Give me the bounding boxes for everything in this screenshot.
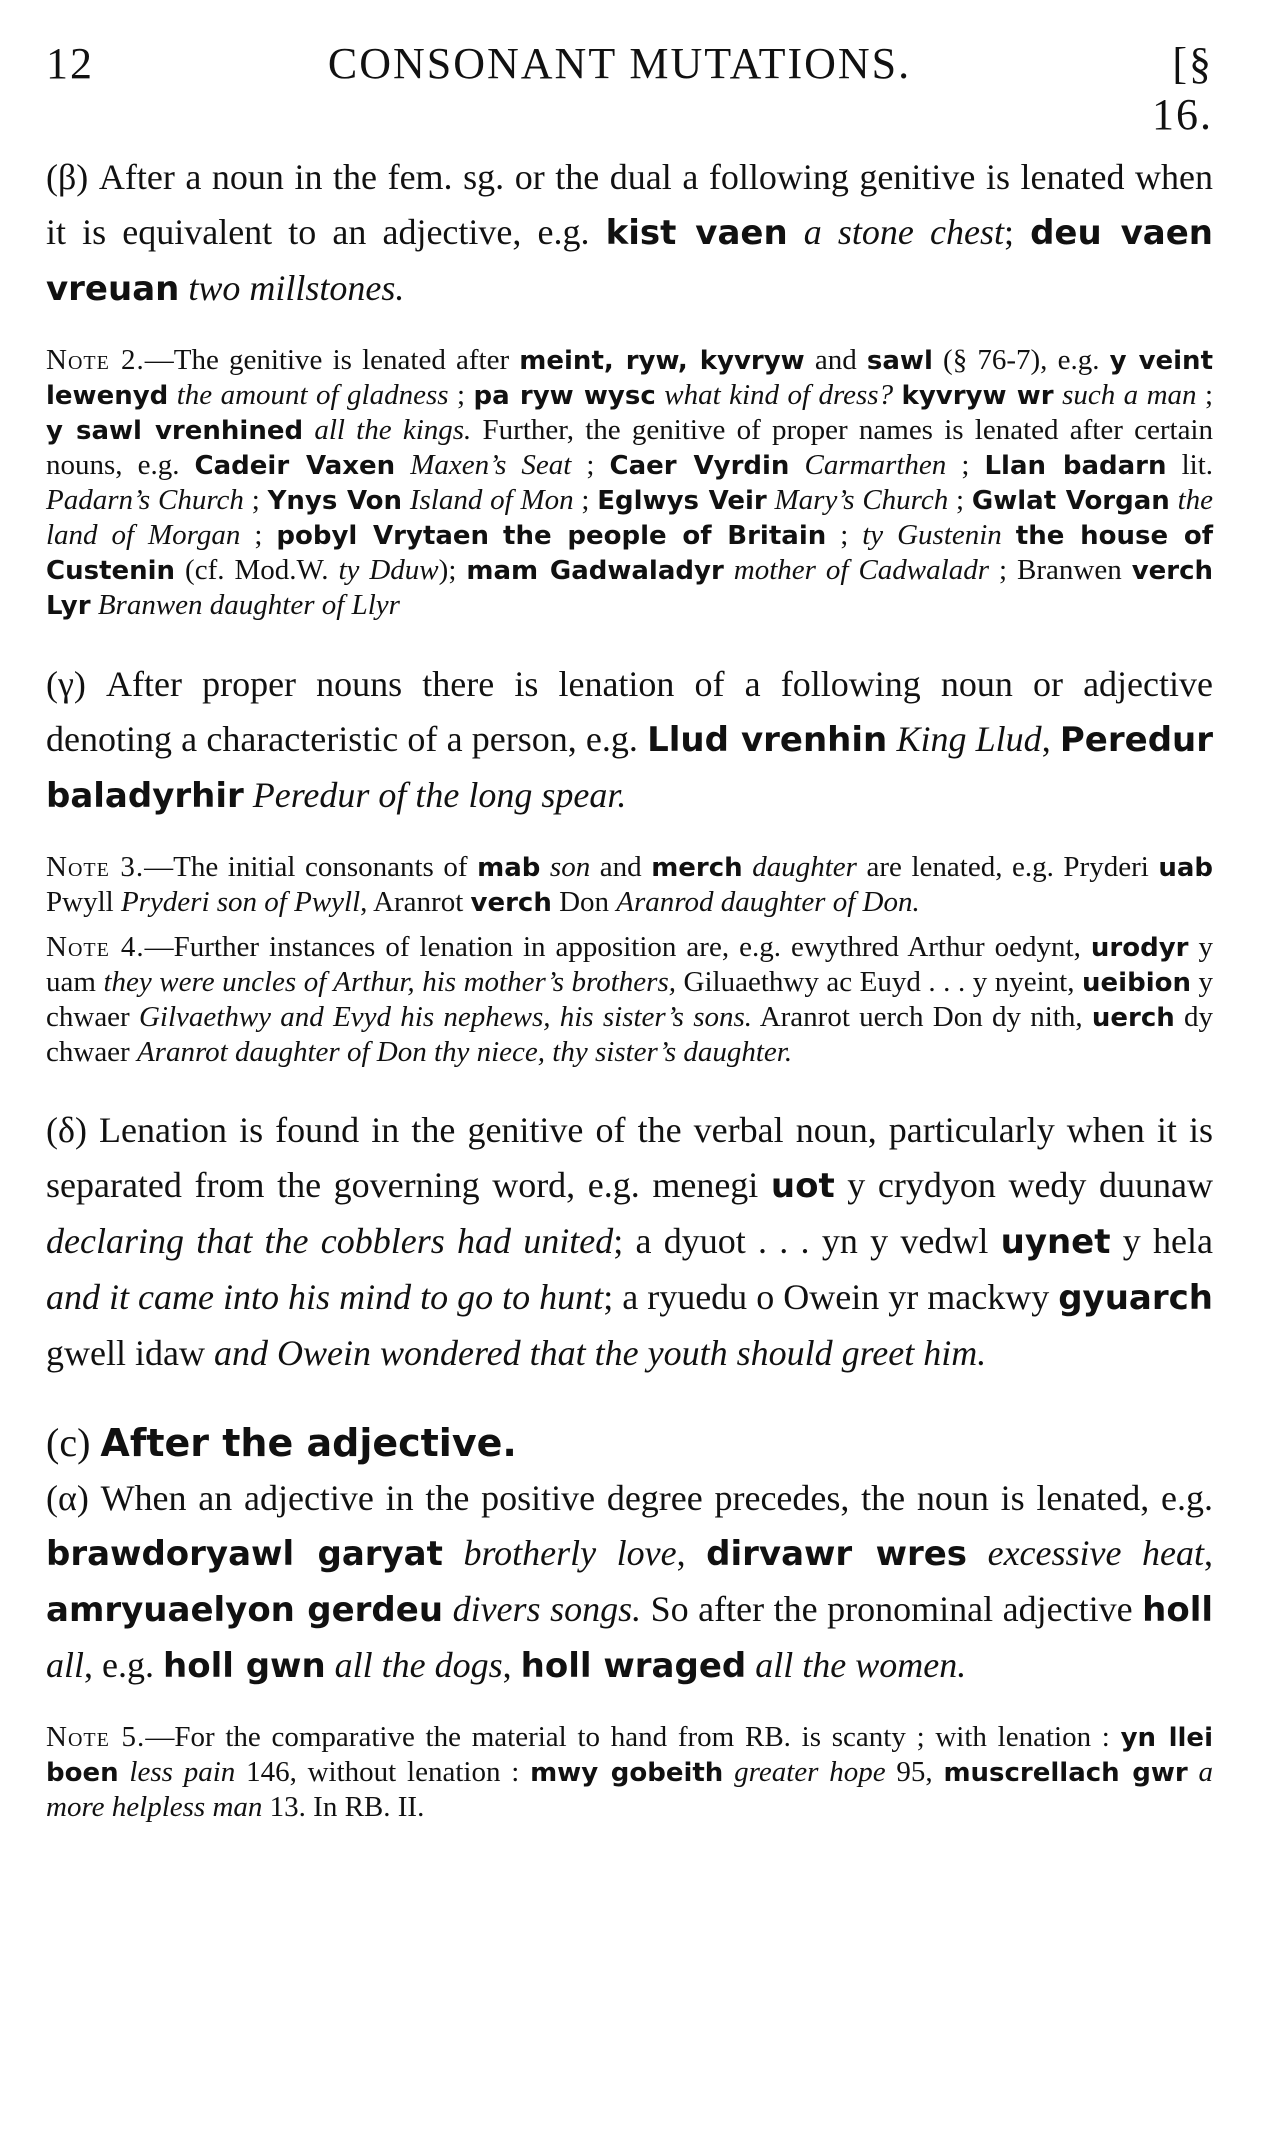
welsh-example: dirvawr wres [706, 1534, 968, 1574]
text [91, 589, 98, 621]
translation: Peredur of the long spear. [252, 775, 627, 815]
welsh-example: uab [1158, 853, 1214, 883]
welsh-example: holl gwn [163, 1646, 326, 1686]
translation: such a man [1062, 379, 1197, 411]
translation: all the dogs [334, 1645, 503, 1685]
translation: greater hope [734, 1756, 886, 1788]
text [443, 1533, 464, 1573]
text: —For the comparative the material to hand from RB. is scanty ; with lenation : [145, 1721, 1121, 1753]
text: , Aranrot [360, 886, 471, 918]
text: , [1204, 1533, 1214, 1573]
text [656, 379, 664, 411]
text [723, 1756, 734, 1788]
translation: all [46, 1645, 85, 1685]
welsh-example: the people of Britain [503, 521, 827, 551]
text: Aranrot uerch Don dy nith, [752, 1001, 1092, 1033]
text: ; [243, 484, 268, 516]
translation: Island of Mon [409, 484, 574, 516]
text: gwell idaw [46, 1333, 214, 1373]
translation: less pain [129, 1756, 236, 1788]
welsh-example: ueibion [1082, 968, 1191, 998]
text: y uam [46, 931, 1213, 998]
text: Further, the genitive of proper names is lenated after certain nouns, e.g. [46, 414, 1213, 481]
translation: what kind of dress? [664, 379, 894, 411]
text: (β) After a noun in the fem. sg. or the dual a following genitive is lenated when it is equivalent to an adjective, e.g. [46, 157, 1213, 252]
text [540, 851, 550, 883]
paragraph-delta [46, 1103, 1213, 1381]
text [244, 775, 253, 815]
translation: mother of Cadwaladr [733, 554, 989, 586]
text [788, 212, 804, 252]
translation: son [549, 851, 591, 883]
translation: Aranrod daughter of Don. [616, 886, 920, 918]
welsh-example: uynet [1000, 1222, 1111, 1262]
translation: and Owein wondered that the youth should greet him. [213, 1333, 987, 1373]
text [967, 1533, 988, 1573]
welsh-example: holl [1142, 1590, 1213, 1630]
text [402, 484, 410, 516]
text [1188, 1756, 1199, 1788]
text: , [1041, 719, 1060, 759]
text [893, 379, 901, 411]
translation: Gilvaethwy and Evyd his nephews, his sister’s sons. [138, 1001, 753, 1033]
translation: Branwen daughter of Llyr [97, 589, 400, 621]
translation: Aranrot daughter of Don thy niece, thy sister’s daughter. [136, 1036, 793, 1068]
welsh-example: Llan badarn [984, 451, 1167, 481]
note-label: Note 3. [46, 851, 145, 883]
text: ; [573, 484, 598, 516]
text: ; [946, 449, 985, 481]
welsh-example: pobyl Vrytaen [276, 521, 490, 551]
text: (cf. Mod.W. [175, 554, 339, 586]
note-2 [46, 343, 1213, 623]
translation: King Llud [896, 719, 1042, 759]
translation: brotherly love [463, 1533, 677, 1573]
welsh-example: Eglwys Veir [597, 486, 767, 516]
text: ); [438, 554, 467, 586]
text: So after the pronominal adjective [641, 1589, 1143, 1629]
welsh-example: y veint lewenyd [46, 346, 1213, 411]
running-title: CONSONANT MUTATIONS. [327, 39, 912, 88]
welsh-example: merch [651, 853, 743, 883]
text: ; a dyuot . . . yn y vedwl [613, 1221, 1001, 1261]
heading-title: After the adjective. [100, 1421, 517, 1465]
text: 13. In RB. II. [262, 1791, 425, 1823]
text: ; [1003, 212, 1031, 252]
welsh-example: Peredur baladyrhir [46, 720, 1214, 816]
translation: excessive heat [987, 1533, 1205, 1573]
welsh-example: Cadeir Vaxen [194, 451, 396, 481]
translation: all the kings. [314, 414, 472, 446]
text: (α) When an adjective in the positive degree precedes, the noun is lenated, e.g. [46, 1478, 1213, 1518]
welsh-example: amryuaelyon gerdeu [46, 1590, 444, 1630]
text: ; [571, 449, 610, 481]
text [789, 449, 804, 481]
text: ; [448, 379, 474, 411]
paragraph-alpha [46, 1471, 1213, 1694]
paragraph-beta [46, 150, 1213, 317]
welsh-example: pa ryw wysc [473, 381, 656, 411]
text: y hela [1110, 1221, 1213, 1261]
text: (§ 76-7), e.g. [932, 344, 1110, 376]
text: y crydyon wedy duunaw [834, 1165, 1213, 1205]
translation: and it came into his mind to go to hunt [46, 1277, 604, 1317]
running-header [46, 38, 1213, 139]
welsh-example: urodyr [1090, 933, 1189, 963]
text [746, 1645, 755, 1685]
text: ; a ryuedu o Owein yr mackwy [603, 1277, 1059, 1317]
translation: Maxen’s Seat [410, 449, 572, 481]
text: Pwyll [46, 886, 121, 918]
text: , [502, 1645, 521, 1685]
note-5 [46, 1720, 1213, 1824]
text [119, 1756, 130, 1788]
text: , [676, 1533, 707, 1573]
text [767, 484, 775, 516]
text: Giluaethwy ac Euyd . . . y nyeint, [676, 966, 1083, 998]
text: —The initial consonants of [144, 851, 478, 883]
text: and [804, 344, 867, 376]
text [1002, 519, 1016, 551]
translation: two millstones. [188, 268, 405, 308]
text: and [590, 851, 652, 883]
text: Don [551, 886, 617, 918]
note-3 [46, 850, 1213, 920]
welsh-example: uot [770, 1166, 835, 1206]
welsh-example: sawl [866, 346, 933, 376]
welsh-example: kyvryw wr [901, 381, 1054, 411]
text [303, 414, 314, 446]
welsh-example: verch [470, 888, 552, 918]
welsh-example: Caer Vyrdin [609, 451, 790, 481]
translation: Carmarthen [804, 449, 947, 481]
text [395, 449, 410, 481]
translation: declaring that the cobblers had united [46, 1221, 614, 1261]
text: y chwaer [46, 966, 1214, 1033]
translation: a more helpless man [46, 1756, 1214, 1823]
note-label: Note 4. [46, 931, 145, 963]
welsh-example: kist vaen [605, 213, 788, 253]
text: ; [826, 519, 863, 551]
translation: a stone chest [803, 212, 1004, 252]
text [743, 851, 753, 883]
text: are lenated, e.g. Pryderi [856, 851, 1159, 883]
note-4 [46, 930, 1213, 1069]
paragraph-gamma [46, 657, 1213, 824]
welsh-example: mam Gadwaladyr [466, 556, 724, 586]
welsh-example: Gwlat Vorgan [971, 486, 1170, 516]
heading-label: (c) [46, 1420, 101, 1465]
text: —Further instances of lenation in apposition are, e.g. ewythred Arthur oedynt, [144, 931, 1091, 963]
translation: ty Gustenin [862, 519, 1002, 551]
translation: ty Dduw [338, 554, 439, 586]
welsh-example: verch Lyr [46, 556, 1214, 621]
welsh-example: deu vaen vreuan [46, 213, 1213, 309]
text [179, 268, 188, 308]
text: 146, without lenation : [235, 1756, 531, 1788]
text: ; Branwen [988, 554, 1132, 586]
text: ; [948, 484, 972, 516]
translation: Pryderi son of Pwyll [120, 886, 361, 918]
text [724, 554, 734, 586]
page-body [46, 150, 1213, 1824]
note-label: Note 2. [46, 344, 145, 376]
welsh-example: yn llei boen [46, 1723, 1213, 1788]
welsh-example: uerch [1091, 1003, 1175, 1033]
translation: Mary’s Church [774, 484, 949, 516]
text: —The genitive is lenated after [144, 344, 520, 376]
text: (δ) Lenation is found in the genitive of the verbal noun, particularly when it is separated from the governing word, e.g. menegi [46, 1110, 1213, 1205]
text: ; [240, 519, 277, 551]
section-marker: [§ 16. [1151, 39, 1213, 139]
welsh-example: the house of Custenin [46, 521, 1214, 586]
welsh-example: muscrellach gwr [943, 1758, 1188, 1788]
text [443, 1589, 453, 1629]
welsh-example: holl wraged [520, 1646, 747, 1686]
text: , e.g. [84, 1645, 163, 1685]
text [1170, 484, 1178, 516]
page-number: 12 [46, 39, 94, 88]
text [168, 379, 176, 411]
welsh-example: Llud vrenhin [647, 720, 888, 760]
text [1054, 379, 1062, 411]
note-label: Note 5. [46, 1721, 146, 1753]
translation: divers songs. [452, 1589, 642, 1629]
welsh-example: mwy gobeith [530, 1758, 724, 1788]
text: 95, [885, 1756, 944, 1788]
welsh-example: Ynys Von [267, 486, 403, 516]
translation: they were uncles of Arthur, his mother’s brothers, [103, 966, 677, 998]
text: lit. [1166, 449, 1213, 481]
translation: the land of Morgan [46, 484, 1214, 551]
welsh-example: meint, ryw, kyvryw [519, 346, 805, 376]
welsh-example: gyuarch [1058, 1278, 1213, 1318]
text: ; [1196, 379, 1214, 411]
welsh-example: brawdoryawl garyat [46, 1534, 443, 1574]
translation: Padarn’s Church [46, 484, 244, 516]
text [326, 1645, 335, 1685]
text: (γ) After proper nouns there is lenation of a following noun or adjective denoting a characteristic of a person, e.g. [46, 664, 1213, 759]
translation: the amount of gladness [176, 379, 449, 411]
section-heading-c [46, 1415, 1213, 1471]
translation: daughter [752, 851, 857, 883]
translation: all the women. [755, 1645, 967, 1685]
welsh-example: y sawl vrenhined [46, 416, 304, 446]
text: dy chwaer [46, 1001, 1214, 1068]
text [489, 519, 503, 551]
welsh-example: mab [477, 853, 541, 883]
